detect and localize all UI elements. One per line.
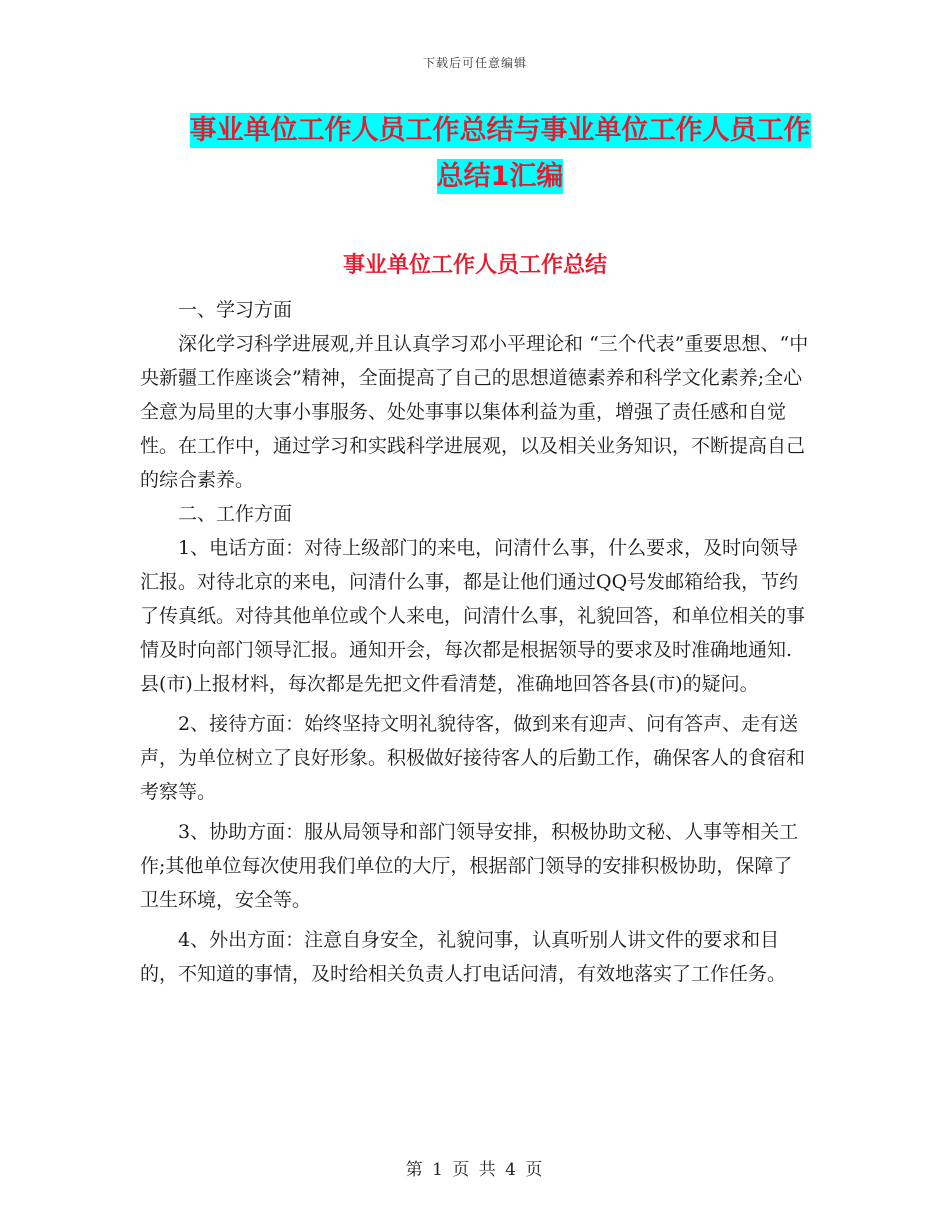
heading-work: 二、工作方面: [178, 503, 293, 525]
paragraph-assist: 3、协助方面：服从局领导和部门领导安排，积极协助文秘、人事等相关工作;其他单位每次使用我们单位的大厅，根据部门领导的安排积极协助，保障了卫生环境，安全等。: [140, 821, 799, 911]
document-body: [140, 293, 810, 991]
document-title-line1: 事业单位工作人员工作总结与事业单位工作人员工作: [189, 115, 811, 146]
paragraph-reception: 2、接待方面：始终坚持文明礼貌待客，做到来有迎声、问有答声、走有送声，为单位树立了良好形象。积极做好接待客人的后勤工作，确保客人的食宿和考察等。: [140, 713, 806, 803]
paragraph-study: 深化学习科学进展观,并且认真学习邓小平理论和 “三个代表”重要思想、“中央新疆工作座谈会”精神，全面提高了自己的思想道德素养和科学文化素养;全心全意为局里的大事小事服务、处处事事以集体利益为重，增强了责任感和自觉性。在工作中，通过学习和实践科学进展观，以及相关业务知识，不断提高自己的综合素养。: [140, 333, 809, 491]
paragraph-outing: 4、外出方面：注意自身安全，礼貌问事，认真听别人讲文件的要求和目的，不知道的事情，及时给相关负责人打电话问清，有效地落实了工作任务。: [140, 929, 787, 985]
heading-study: 一、学习方面: [178, 299, 293, 321]
document-title-line2: 总结1汇编: [436, 161, 564, 192]
page-footer: 第 1 页 共 4 页: [405, 1160, 545, 1180]
section-title: 事业单位工作人员工作总结: [342, 253, 607, 278]
document-title: [140, 108, 860, 200]
paragraph-phone: 1、电话方面：对待上级部门的来电，问清什么事，什么要求，及时向领导汇报。对待北京的来电，问清什么事，都是让他们通过QQ号发邮箱给我，节约了传真纸。对待其他单位或个人来电，问清什么事，礼貌回答，和单位相关的事情及时向部门领导汇报。通知开会，每次都是根据领导的要求及时准确地通知. 县(市)上报材料，每次都是先把文件看清楚，准确地回答各县(市)的疑问。: [140, 537, 806, 695]
header-note: 下载后可任意编辑: [422, 56, 527, 70]
